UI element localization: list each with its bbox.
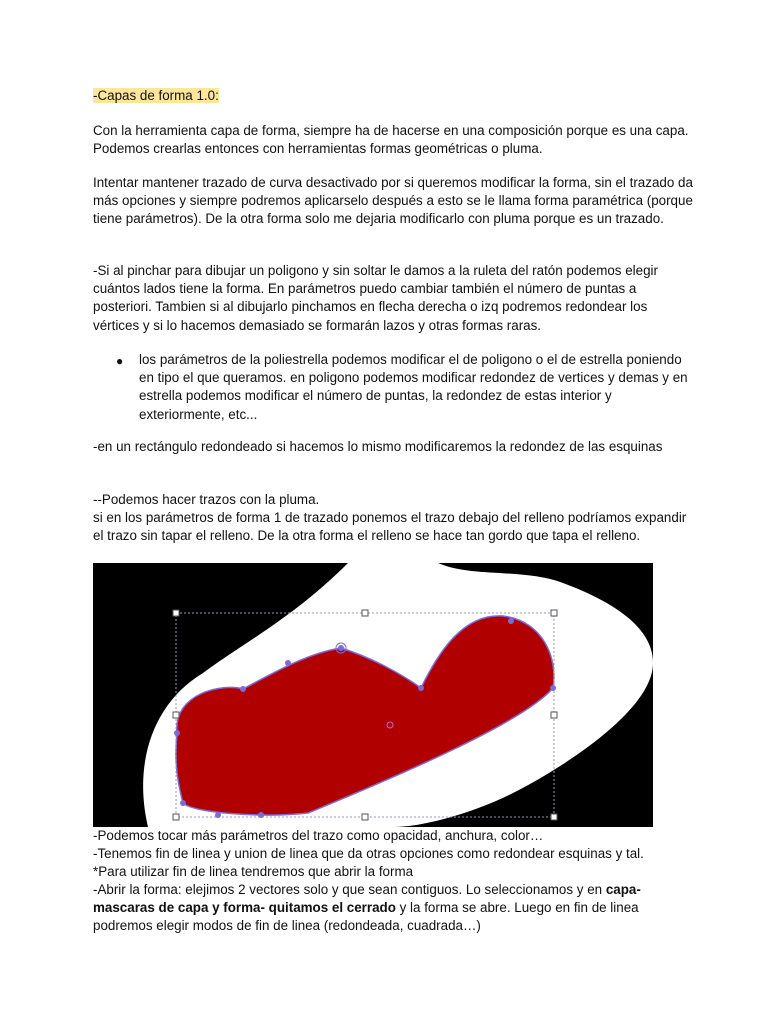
heading-highlight: -Capas de forma 1.0: <box>93 88 219 103</box>
paragraph-abrir-forma <box>93 881 693 936</box>
paragraph-poligono: -Si al pinchar para dibujar un poligono y sin soltar le damos a la ruleta del ratón podemos elegir cuántos lados tiene la forma. En parámetros puedo cambiar también el número de puntas a posteriori. Tambien si al dibujarlo pinchamos en flecha derecha o izq podremos redondear los vértices y si lo hacemos demasiado se formarán lazos y otras formas raras. <box>93 263 658 333</box>
abrir-forma-bold: capa-mascaras de capa y forma- quitamos el cerrado <box>93 882 641 916</box>
paragraph-pluma-title: --Podemos hacer trazos con la pluma. <box>93 492 320 507</box>
paragraph-trazado: Intentar mantener trazado de curva desactivado por si queremos modificar la forma, sin el trazado da más opciones y siempre podremos aplicarselo después a esto se le llama forma paramétrica (porque tiene parámetros). De la otra forma solo me dejaria modificarlo con pluma porque es un trazado. <box>93 175 693 227</box>
abrir-forma-text-end: y la forma se abre. Luego en fin de linea podremos elegir modos de fin de linea (redondeada, cuadrada…) <box>93 900 639 934</box>
paragraph-rectangulo: -en un rectángulo redondeado si hacemos lo mismo modificaremos la redondez de las esquinas <box>93 439 663 454</box>
bullet-poliestrella: los parámetros de la poliestrella podemos modificar el de poligono o el de estrella poniendo en tipo el que queramos. en poligono podemos modificar redondez de vertices y demas y en estrella podemos modificar el número de puntas, la redondez de estas interior y exteriormente, etc... <box>139 352 688 422</box>
line-abrir-forma-note: *Para utilizar fin de linea tendremos que abrir la forma <box>93 864 414 879</box>
shape-illustration <box>93 563 653 827</box>
paragraph-pluma: si en los parámetros de forma 1 de trazado ponemos el trazo debajo del relleno podríamos expandir el trazo sin tapar el relleno. De la otra forma el relleno se hace tan gordo que tapa el relleno. <box>93 510 687 544</box>
line-fin-de-linea: -Tenemos fin de linea y union de linea que da otras opciones como redondear esquinas y tal. <box>93 846 644 861</box>
bullet-icon: ● <box>116 354 124 368</box>
section-heading <box>93 87 693 105</box>
shape-layer-screenshot <box>93 563 653 827</box>
paragraph-intro: Con la herramienta capa de forma, siempre ha de hacerse en una composición porque es una capa. Podemos crearlas entonces con herramientas formas geométricas o pluma. <box>93 123 689 157</box>
abrir-forma-text: -Abrir la forma: elejimos 2 vectores solo y que sean contiguos. Lo seleccionamos y en <box>93 882 606 897</box>
line-trazo-parametros: -Podemos tocar más parámetros del trazo como opacidad, anchura, color… <box>93 828 544 843</box>
